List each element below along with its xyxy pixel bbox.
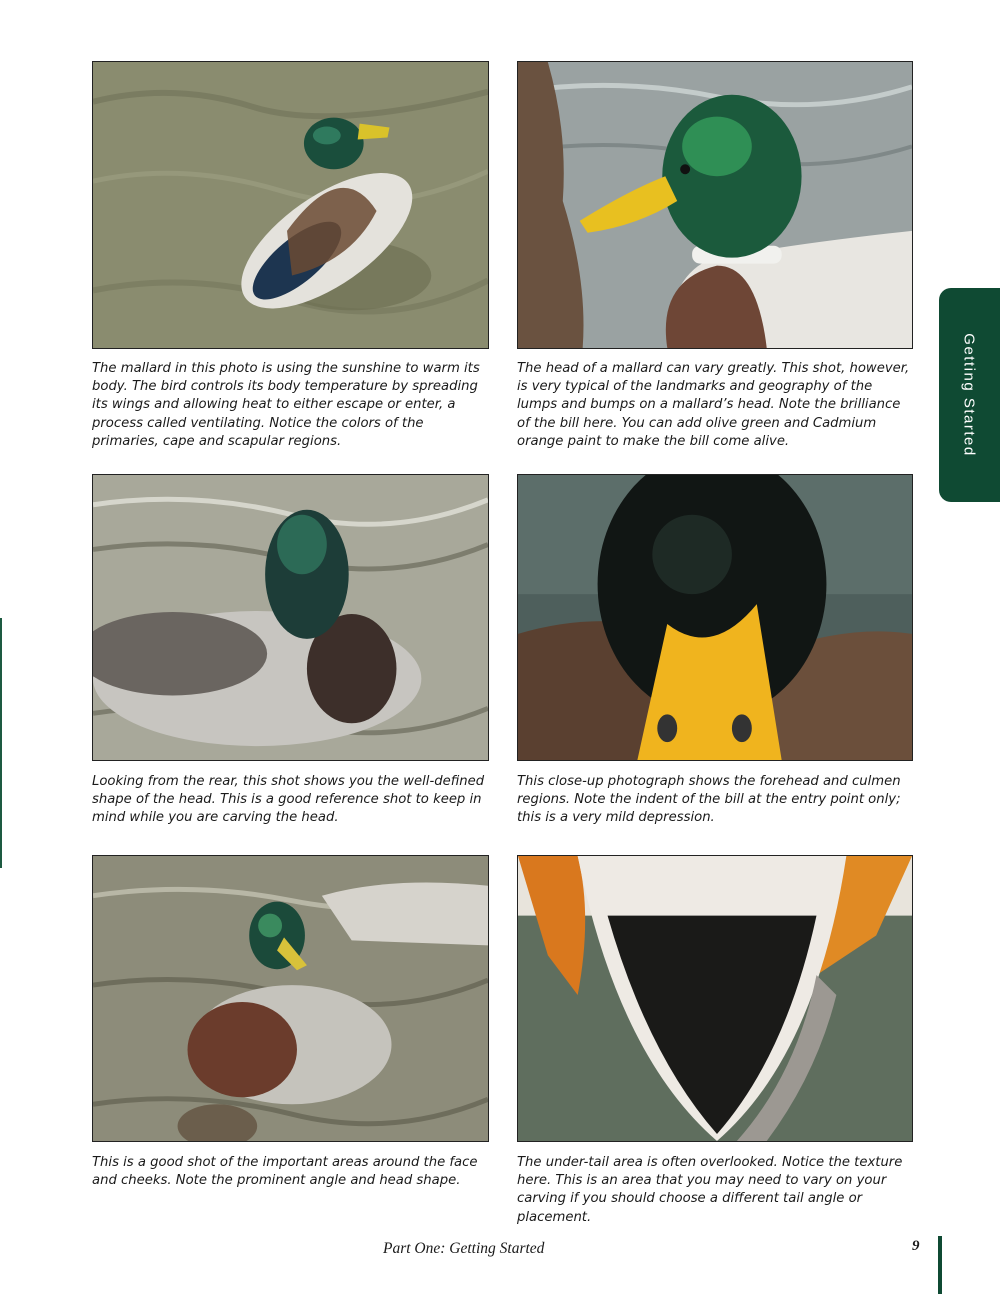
footer-rule <box>938 1236 942 1294</box>
photo-mallard-rear-view <box>92 474 489 761</box>
page-number: 9 <box>912 1238 920 1254</box>
section-tab <box>939 288 1000 502</box>
caption-photo-4: This close-up photograph shows the forehead and culmen regions. Note the indent of the bill at the entry point only; this is a very mild depression. <box>517 774 901 826</box>
footer-section-title: Part One: Getting Started <box>383 1240 545 1257</box>
photo-mallard-face-cheeks <box>92 855 489 1142</box>
caption-photo-1: The mallard in this photo is using the sunshine to warm its body. The bird controls its body temperature by spreading its wings and allowing heat to either escape or enter, a process called ventilating. Notice the colors of the primaries, cape and scapular regions. <box>92 361 480 449</box>
caption-photo-2: The head of a mallard can vary greatly. This shot, however, is very typical of the landmarks and geography of the lumps and bumps on a mallard’s head. Note the brilliance of the bill here. You can add olive green and Cadmium orange paint to make the bill come alive. <box>517 361 910 449</box>
photo-mallard-forehead-culmen <box>517 474 913 761</box>
photo-mallard-ventilating <box>92 61 489 349</box>
caption-photo-6: The under-tail area is often overlooked. Notice the texture here. This is an area that you may need to vary on your carving if you should choose a different tail angle or placement. <box>517 1155 903 1225</box>
caption-photo-5: This is a good shot of the important areas around the face and cheeks. Note the prominent angle and head shape. <box>92 1155 478 1189</box>
photo-mallard-head <box>517 61 913 349</box>
photo-mallard-under-tail <box>517 855 913 1142</box>
caption-photo-3: Looking from the rear, this shot shows you the well-defined shape of the head. This is a good reference shot to keep in mind while you are carving the head. <box>92 774 485 826</box>
section-tab-label: Getting Started <box>960 333 978 457</box>
left-margin-rule <box>0 618 2 868</box>
